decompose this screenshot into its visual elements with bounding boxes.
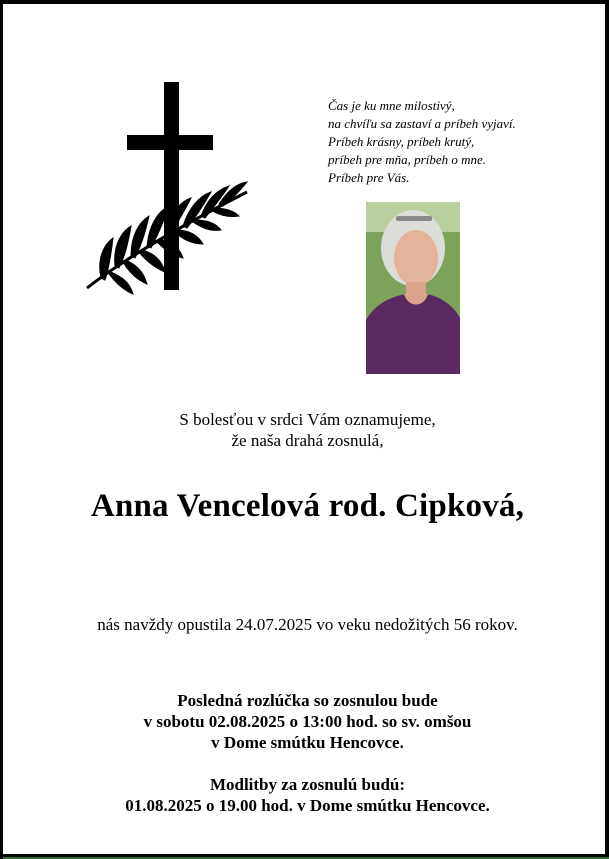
farewell-info (3, 690, 609, 753)
poem-line: Príbeh pre Vás. (328, 170, 410, 185)
deceased-name: Anna Vencelová rod. Cipková, (90, 488, 525, 524)
prayers-line: Modlitby za zosnulú budú: (209, 775, 406, 794)
death-notice: nás navždy opustila 24.07.2025 vo veku nedožitých 56 rokov. (97, 615, 518, 634)
poem-line: príbeh pre mňa, príbeh o mne. (328, 152, 487, 167)
deceased-photo (366, 202, 460, 374)
intro-line: S bolesťou v srdci Vám oznamujeme, (179, 410, 436, 429)
farewell-line: v Dome smútku Hencovce. (211, 733, 404, 752)
poem-line: Čas je ku mne milostivý, (328, 98, 455, 113)
prayers-line: 01.08.2025 o 19.00 hod. v Dome smútku Hencovce. (125, 796, 490, 815)
intro-line: že naša drahá zosnulá, (231, 431, 384, 450)
poem-line: Príbeh krásny, príbeh krutý, (328, 134, 475, 149)
farewell-line: Posledná rozlúčka so zosnulou bude (177, 691, 438, 710)
farewell-line: v sobotu 02.08.2025 o 13:00 hod. so sv. omšou (143, 712, 472, 731)
cross-icon (83, 80, 253, 300)
intro-text (3, 409, 609, 451)
poem-line: na chvíľu sa zastaví a príbeh vyjaví. (328, 116, 516, 131)
poem (328, 97, 598, 187)
cross-with-palm (83, 80, 253, 300)
prayers-info (3, 774, 609, 816)
